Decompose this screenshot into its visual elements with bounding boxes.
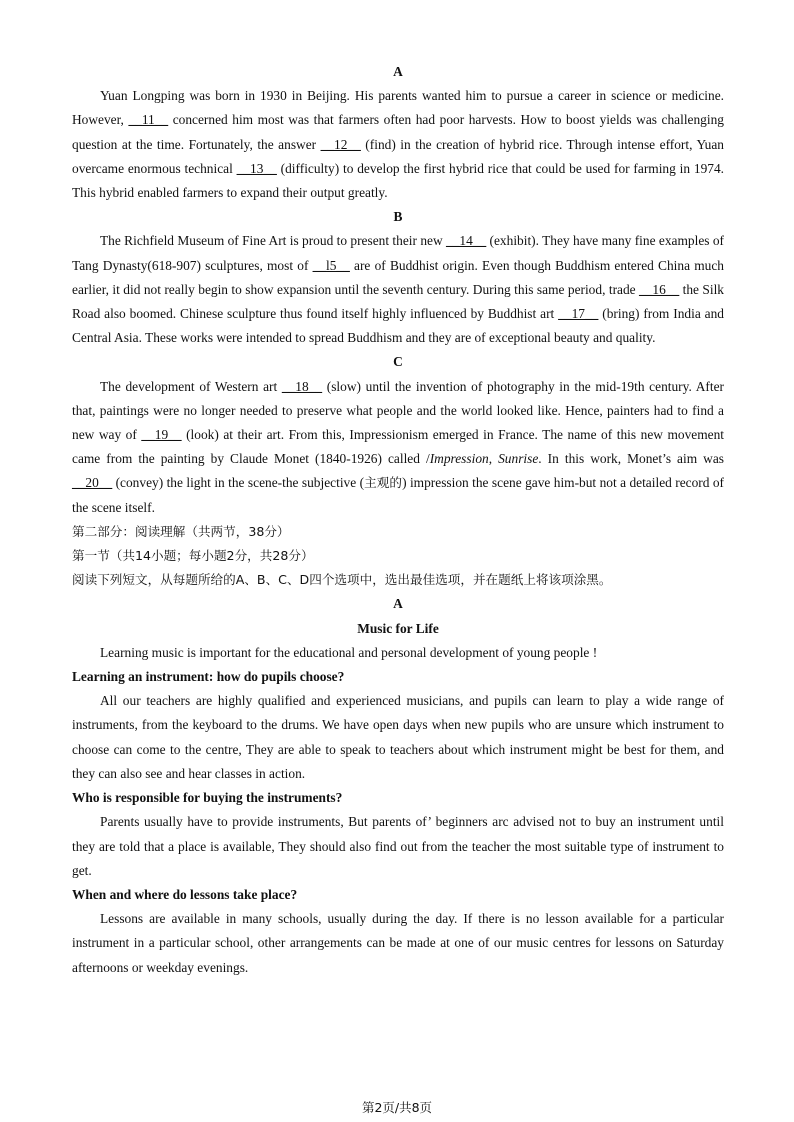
text: The development of Western art [100,378,282,394]
text: (find) in the creation of hybrid rice. Through intense effort, Yuan overcame enormous technical [72,136,724,176]
section-b-paragraph [72,229,724,350]
reading-heading-3: When and where do lessons take place? [72,886,298,902]
blank-14: __14__ [446,233,487,249]
text: (difficulty) to develop the first hybrid rice that could be used for farming in 1974. This hybrid enabled farmers to expand their output greatly. [72,160,725,201]
reading-paragraph-3: Lessons are available in many schools, usually during the day. If there is no lesson available for a particular instrument in a particular school, other arrangements can be made at one of our music centres for lessons on Saturday afternoons or weekday evenings. [72,911,724,975]
reading-paragraph-1: All our teachers are highly qualified and experienced musicians, and pupils can learn to play a wide range of instruments, from the keyboard to the drums. We have open days when new pupils who are unsure which instrument to choose can come to the centre, They are able to speak to teachers about which instrument might be best for them, and they can also see and hear classes in action. [72,693,724,781]
chinese-gloss: 主观的 [364,475,403,491]
blank-15: __l5__ [312,257,350,273]
blank-12: __12__ [320,136,361,152]
blank-11: __11__ [128,112,169,128]
text: (bring) from India and Central Asia. These works were intended to spread Buddhism and they are of exceptional beauty and quality. [72,306,724,346]
reading-a-label: A [393,596,403,612]
italic-title: Sunrise [498,451,539,467]
section-a-paragraph [72,84,724,205]
text: are of Buddhist origin. Even though Buddhism entered China much earlier, it did not really begin to show expansion until the seventh century. During this same period, trade [72,257,724,297]
text: (exhibit). They have many fine examples of Tang Dynasty(618-907) sculptures, most of [72,233,724,273]
text: Yuan Longping was born in 1930 in Beijing. His parents wanted him to pursue a career in science or medicine. However, [72,88,724,128]
part2-section-heading: 第一节（共14小题；每小题2分，共28分） [72,548,314,564]
reading-title: Music for Life [357,620,439,636]
text: (look) at their art. From this, Impressionism emerged in France. The name of this new movement came from the painting by Claude Monet (1840-1926) called / [72,427,724,467]
text: The Richfield Museum of Fine Art is proud to present their new [100,233,446,249]
section-c-label: C [393,354,403,370]
reading-heading-1: Learning an instrument: how do pupils choose? [72,669,345,685]
blank-20: __20__ [72,475,113,491]
blank-19: __19__ [141,427,182,443]
reading-intro: Learning music is important for the educational and personal development of young people ! [100,644,598,660]
blank-16: __16__ [639,281,680,297]
document-body [72,60,724,980]
text: (slow) until the invention of photography in the mid-19th century. After that, paintings were no longer needed to preserve what people and the world looked like. Hence, painters had to find a new way of [72,378,724,443]
section-c-paragraph [72,375,724,520]
blank-17: __17__ [558,306,599,322]
part2-heading: 第二部分：阅读理解（共两节，38分） [72,523,290,539]
text: the Silk Road also boomed. Chinese sculpture thus found itself highly influenced by Buddhist art [72,281,724,322]
section-b-label: B [393,209,403,225]
text: ) impression the scene gave him-but not a detailed record of the scene itself. [72,475,725,515]
text: concerned him most was that farmers often had poor harvests. How to boost yields was challenging question at the time. Fortunately, the answer [72,112,724,152]
blank-18: __18__ [281,378,323,394]
blank-13: __13__ [236,160,277,176]
text: (convey) the light in the scene-the subjective ( [112,475,365,491]
reading-paragraph-2: Parents usually have to provide instruments, But parents of’ beginners arc advised not to buy an instrument until they are told that a place is available, They should also find out from the teacher the most suitable type of instrument to get. [72,814,724,878]
text: . In this work, Monet’s aim was [538,451,724,467]
reading-heading-2: Who is responsible for buying the instruments? [72,790,343,806]
part2-instructions: 阅读下列短文，从每题所给的A、B、C、D四个选项中，选出最佳选项，并在题纸上将该项涂黑。 [72,572,612,588]
page-number: 第2页/共8页 [361,1100,433,1115]
text: , [488,451,499,467]
section-a-label: A [393,64,403,79]
italic-title: Impression [429,451,489,467]
